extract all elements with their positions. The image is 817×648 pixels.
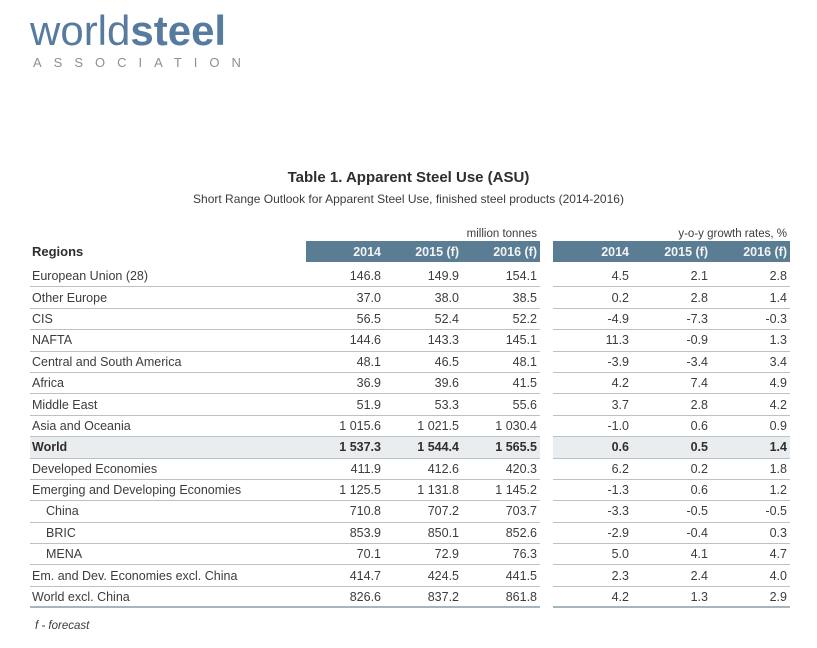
tonnes-year-header-band [306,241,540,262]
growth-2016f-value: -0.5 [765,504,787,519]
table-row [30,544,790,565]
tonnes-2014-value: 1 125.5 [339,483,381,498]
growth-2014-value: -2.9 [607,525,629,540]
row-left-segment [30,437,540,458]
growth-year-2016f: 2016 (f) [743,244,787,259]
million-tonnes-label: million tonnes [466,228,537,240]
worldsteel-logo-wordmark [30,7,253,54]
row-left-segment [30,330,540,351]
growth-2016f-value: 3.4 [769,354,787,369]
header-left-segment [30,241,540,262]
tonnes-2016f-value: 55.6 [512,397,537,412]
table-row [30,565,790,586]
table-row [30,523,790,544]
table-row [30,416,790,437]
growth-2015f-value: 0.5 [690,440,708,455]
column-group-gap [540,523,553,544]
tonnes-2016f-value: 38.5 [512,290,537,305]
table-row [30,352,790,373]
tonnes-2016f-value: 1 145.2 [495,483,537,498]
tonnes-2014-value: 70.1 [356,547,381,562]
row-right-segment [553,330,790,351]
region-label: MENA [46,547,83,562]
row-left-segment [30,523,540,544]
tonnes-2014-value: 146.8 [349,269,381,284]
table-row [30,437,790,458]
row-left-segment [30,309,540,330]
row-right-segment [553,394,790,415]
tonnes-2015f-value: 1 021.5 [417,418,459,433]
tonnes-2015f-value: 39.6 [434,376,459,391]
table-row [30,459,790,480]
row-left-segment [30,501,540,522]
tonnes-2015f-value: 46.5 [434,354,459,369]
row-left-segment [30,287,540,308]
tonnes-2015f-value: 53.3 [434,397,459,412]
table-row [30,587,790,608]
table-row [30,309,790,330]
table-header-row [30,241,790,262]
table-row [30,287,790,308]
growth-2015f-value: 0.6 [690,418,708,433]
row-right-segment [553,352,790,373]
tonnes-2014-value: 144.6 [349,333,381,348]
row-left-segment [30,394,540,415]
tonnes-2015f-value: 72.9 [434,547,459,562]
growth-2014-value: 11.3 [605,333,629,348]
row-right-segment [553,523,790,544]
column-group-gap [540,587,553,608]
region-label: World [32,440,68,455]
table-body [30,266,790,608]
region-label: BRIC [46,525,76,540]
tonnes-2016f-value: 1 565.5 [495,440,537,455]
table-subtitle: Short Range Outlook for Apparent Steel Use, finished steel products (2014-2016) [193,192,624,206]
column-group-gap [540,330,553,351]
table-title: Table 1. Apparent Steel Use (ASU) [287,169,530,186]
table-row [30,501,790,522]
column-group-gap [540,287,553,308]
column-group-gap [540,373,553,394]
growth-2016f-value: 4.9 [769,376,787,391]
tonnes-2015f-value: 424.5 [427,568,459,583]
tonnes-2015f-value: 1 131.8 [417,483,459,498]
growth-2016f-value: 1.8 [769,461,787,476]
region-label: Central and South America [32,354,182,369]
table-row [30,480,790,501]
row-left-segment [30,416,540,437]
column-group-gap [540,241,553,262]
growth-2014-value: -3.9 [607,354,629,369]
growth-2016f-value: 4.7 [769,547,787,562]
tonnes-2015f-value: 850.1 [427,525,459,540]
row-right-segment [553,416,790,437]
tonnes-2014-value: 853.9 [349,525,381,540]
logo-steel-text: steel [130,7,227,54]
row-left-segment [30,544,540,565]
tonnes-2014-value: 36.9 [356,376,381,391]
unit-labels-row [30,223,790,240]
row-left-segment [30,565,540,586]
tonnes-2016f-value: 48.1 [512,354,537,369]
tonnes-2016f-value: 52.2 [512,311,537,326]
tonnes-2016f-value: 76.3 [512,547,537,562]
column-group-gap [540,352,553,373]
growth-2014-value: 0.2 [611,290,629,305]
tonnes-2014-value: 411.9 [350,461,381,476]
growth-2015f-value: 0.6 [690,483,708,498]
growth-2014-value: 4.2 [611,589,629,604]
row-right-segment [553,287,790,308]
growth-2015f-value: 4.1 [690,547,708,562]
growth-2016f-value: 4.2 [769,397,787,412]
growth-2014-value: -3.3 [607,504,629,519]
growth-2015f-value: -7.3 [686,311,708,326]
table-row [30,394,790,415]
tonnes-2016f-value: 441.5 [505,568,537,583]
growth-2015f-value: -0.4 [686,525,708,540]
logo-world-text: world [30,7,131,54]
tonnes-2016f-value: 703.7 [505,504,537,519]
growth-year-header-band [553,241,790,262]
column-group-gap [540,309,553,330]
asu-table [30,223,790,608]
tonnes-2014-value: 1 015.6 [339,418,381,433]
growth-2016f-value: 1.4 [769,440,787,455]
row-right-segment [553,501,790,522]
growth-year-2014: 2014 [601,244,629,259]
growth-2015f-value: -0.5 [686,504,708,519]
growth-2015f-value: 2.1 [690,269,708,284]
region-label: Emerging and Developing Economies [32,483,242,498]
table-row [30,330,790,351]
tonnes-2014-value: 37.0 [356,290,381,305]
tonnes-year-2016f: 2016 (f) [493,244,537,259]
tonnes-2014-value: 56.5 [356,311,381,326]
tonnes-2015f-value: 52.4 [434,311,459,326]
row-right-segment [553,309,790,330]
column-group-gap [540,480,553,501]
tonnes-year-2015f: 2015 (f) [415,244,459,259]
region-label: China [46,504,79,519]
region-label: Middle East [32,397,98,412]
tonnes-2015f-value: 412.6 [427,461,459,476]
row-left-segment [30,459,540,480]
regions-column-header: Regions [32,244,84,259]
tonnes-year-2014: 2014 [353,244,381,259]
row-right-segment [553,565,790,586]
region-label: Africa [32,376,64,391]
table-row [30,373,790,394]
growth-2014-value: 3.7 [611,397,629,412]
column-group-gap [540,394,553,415]
column-group-gap [540,501,553,522]
tonnes-2016f-value: 41.5 [512,376,537,391]
growth-2015f-value: -3.4 [686,354,708,369]
forecast-footnote: f - forecast [35,620,90,632]
row-right-segment [553,544,790,565]
tonnes-2014-value: 414.7 [349,568,381,583]
growth-rates-label: y-o-y growth rates, % [678,228,787,240]
tonnes-2015f-value: 1 544.4 [417,440,459,455]
growth-2015f-value: 2.8 [690,290,708,305]
growth-2016f-value: 4.0 [769,568,787,583]
region-label: NAFTA [32,333,73,348]
growth-2016f-value: 1.2 [769,483,787,498]
region-label: Em. and Dev. Economies excl. China [32,568,238,583]
growth-2016f-value: 1.4 [769,290,787,305]
column-group-gap [540,459,553,480]
growth-2016f-value: 0.3 [769,525,787,540]
column-group-gap [540,544,553,565]
growth-2014-value: 6.2 [611,461,629,476]
column-group-gap [540,266,553,287]
growth-2014-value: 4.2 [611,376,629,391]
growth-2014-value: 4.5 [611,269,629,284]
growth-2014-value: -1.3 [607,483,629,498]
tonnes-2016f-value: 145.1 [505,333,537,348]
row-right-segment [553,480,790,501]
growth-2015f-value: 2.8 [690,397,708,412]
tonnes-2016f-value: 154.1 [505,269,537,284]
tonnes-2014-value: 1 537.3 [339,440,381,455]
region-label: CIS [32,311,53,326]
growth-2016f-value: 2.9 [769,589,787,604]
tonnes-2015f-value: 837.2 [427,589,459,604]
tonnes-2015f-value: 149.9 [427,269,459,284]
growth-2014-value: 5.0 [611,547,629,562]
row-left-segment [30,266,540,287]
growth-2016f-value: 2.8 [769,269,787,284]
column-group-gap [540,437,553,458]
tonnes-2015f-value: 38.0 [434,290,459,305]
row-right-segment [553,373,790,394]
tonnes-2016f-value: 420.3 [505,461,537,476]
tonnes-2016f-value: 861.8 [505,589,537,604]
row-right-segment [553,459,790,480]
region-label: Asia and Oceania [32,418,131,433]
growth-2015f-value: 1.3 [690,589,708,604]
growth-2014-value: -4.9 [607,311,629,326]
tonnes-2014-value: 826.6 [349,589,381,604]
growth-2015f-value: 0.2 [690,461,708,476]
row-left-segment [30,352,540,373]
growth-2014-value: 2.3 [611,568,629,583]
row-right-segment [553,266,790,287]
tonnes-2016f-value: 852.6 [505,525,537,540]
tonnes-2014-value: 51.9 [356,397,381,412]
growth-year-2015f: 2015 (f) [664,244,708,259]
row-left-segment [30,587,540,608]
region-label: European Union (28) [32,269,149,284]
table-row [30,266,790,287]
row-left-segment [30,480,540,501]
growth-2014-value: 0.6 [611,440,629,455]
column-group-gap [540,416,553,437]
logo-association-text: ASSOCIATION [33,55,253,70]
tonnes-2015f-value: 143.3 [427,333,459,348]
row-left-segment [30,373,540,394]
region-label: Other Europe [32,290,108,305]
tonnes-2016f-value: 1 030.4 [495,418,537,433]
growth-2016f-value: 0.9 [769,418,787,433]
growth-2015f-value: 2.4 [690,568,708,583]
row-right-segment [553,587,790,608]
growth-2016f-value: -0.3 [765,311,787,326]
worldsteel-logo [30,7,253,70]
growth-2016f-value: 1.3 [769,333,787,348]
tonnes-2015f-value: 707.2 [427,504,459,519]
column-group-gap [540,565,553,586]
growth-2015f-value: -0.9 [686,333,708,348]
row-right-segment [553,437,790,458]
growth-2014-value: -1.0 [607,418,629,433]
tonnes-2014-value: 48.1 [356,354,381,369]
tonnes-2014-value: 710.8 [349,504,381,519]
region-label: Developed Economies [32,461,158,476]
region-label: World excl. China [32,589,130,604]
growth-2015f-value: 7.4 [690,376,708,391]
